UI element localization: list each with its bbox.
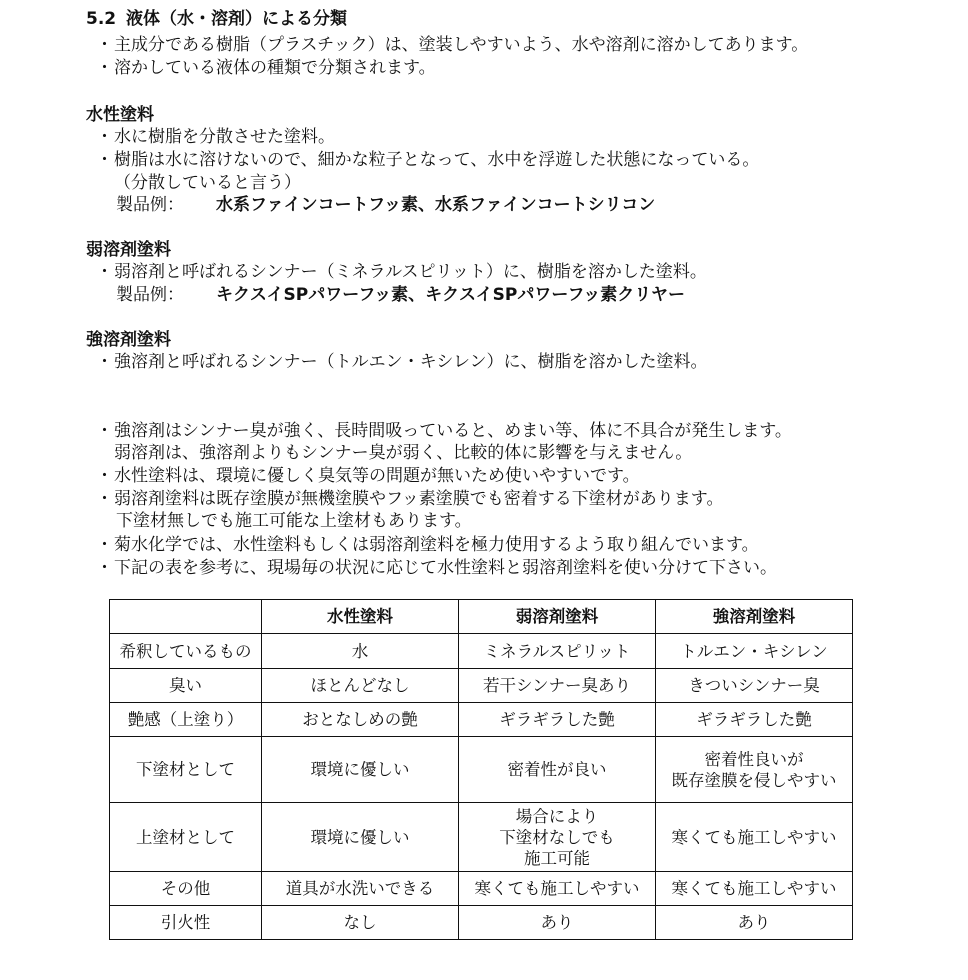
table-cell: 道具が水洗いできる bbox=[262, 872, 459, 906]
table-header-cell: 水性塗料 bbox=[262, 600, 459, 634]
example-value: キクスイSPパワーフッ素、キクスイSPパワーフッ素クリヤー bbox=[216, 285, 685, 305]
row-label: 下塗材として bbox=[110, 737, 262, 803]
table-row bbox=[110, 737, 853, 803]
table-row bbox=[110, 906, 853, 940]
table-cell: 寒くても施工しやすい bbox=[459, 872, 656, 906]
note-4: 弱溶剤塗料は既存塗膜が無機塗膜やフッ素塗膜でも密着する下塗材があります。 bbox=[114, 489, 724, 509]
weak-text-1: 弱溶剤と呼ばれるシンナー（ミネラルスピリット）に、樹脂を溶かした塗料。 bbox=[114, 262, 707, 282]
table-row bbox=[110, 803, 853, 872]
note-2: 弱溶剤は、強溶剤よりもシンナー臭が弱く、比較的体に影響を与えません。 bbox=[114, 443, 693, 463]
strong-text-1: 強溶剤と呼ばれるシンナー（トルエン・キシレン）に、樹脂を溶かした塗料。 bbox=[114, 352, 708, 372]
section-number: 5.2 bbox=[86, 9, 117, 29]
table-header-cell bbox=[110, 600, 262, 634]
table-row bbox=[110, 634, 853, 669]
table-cell: 環境に優しい bbox=[262, 737, 459, 803]
comparison-table bbox=[109, 599, 853, 940]
bullet: ・ bbox=[96, 558, 113, 578]
table-header-row bbox=[110, 600, 853, 634]
note-5: 下塗材無しでも施工可能な上塗材もあります。 bbox=[116, 511, 472, 531]
weak-heading-text: 弱溶剤塗料 bbox=[86, 240, 171, 260]
water-text-2: 樹脂は水に溶けないので、細かな粒子となって、水中を浮遊した状態になっている。 bbox=[114, 150, 760, 170]
row-label: 希釈しているもの bbox=[110, 634, 262, 669]
table-cell: 密着性良いが 既存塗膜を侵しやすい bbox=[656, 737, 853, 803]
table-row bbox=[110, 872, 853, 906]
intro-text-1: 主成分である樹脂（プラスチック）は、塗装しやすいよう、水や溶剤に溶かしてあります。 bbox=[114, 35, 809, 55]
table-header-cell: 弱溶剤塗料 bbox=[459, 600, 656, 634]
water-text-3: （分散していると言う） bbox=[114, 173, 301, 193]
table-header-cell: 強溶剤塗料 bbox=[656, 600, 853, 634]
bullet: ・ bbox=[96, 489, 113, 509]
note-1: 強溶剤はシンナー臭が強く、長時間吸っていると、めまい等、体に不具合が発生します。 bbox=[114, 421, 792, 441]
table-cell: 寒くても施工しやすい bbox=[656, 803, 853, 872]
table-cell: 若干シンナー臭あり bbox=[459, 669, 656, 703]
row-label: 引火性 bbox=[110, 906, 262, 940]
table-cell: ほとんどなし bbox=[262, 669, 459, 703]
row-label: その他 bbox=[110, 872, 262, 906]
table-cell: トルエン・キシレン bbox=[656, 634, 853, 669]
bullet: ・ bbox=[96, 352, 113, 372]
note-6: 菊水化学では、水性塗料もしくは弱溶剤塗料を極力使用するよう取り組んでいます。 bbox=[114, 535, 759, 555]
note-3: 水性塗料は、環境に優しく臭気等の問題が無いため使いやすいです。 bbox=[114, 466, 640, 486]
example-label: 製品例： bbox=[116, 285, 184, 305]
intro-text-2: 溶かしている液体の種類で分類されます。 bbox=[114, 58, 436, 78]
table-cell: ギラギラした艶 bbox=[656, 703, 853, 737]
table-cell: きついシンナー臭 bbox=[656, 669, 853, 703]
section-title-text: 液体（水・溶剤）による分類 bbox=[126, 9, 347, 29]
table-cell: あり bbox=[459, 906, 656, 940]
table-cell: ギラギラした艶 bbox=[459, 703, 656, 737]
table-cell: ミネラルスピリット bbox=[459, 634, 656, 669]
bullet: ・ bbox=[96, 150, 113, 170]
bullet: ・ bbox=[96, 535, 113, 555]
table-cell: 寒くても施工しやすい bbox=[656, 872, 853, 906]
note-7: 下記の表を参考に、現場毎の状況に応じて水性塗料と弱溶剤塗料を使い分けて下さい。 bbox=[114, 558, 777, 578]
table-cell: おとなしめの艶 bbox=[262, 703, 459, 737]
table-cell: 環境に優しい bbox=[262, 803, 459, 872]
row-label: 艶感（上塗り） bbox=[110, 703, 262, 737]
table-cell: 場合により 下塗材なしでも 施工可能 bbox=[459, 803, 656, 872]
table-cell: なし bbox=[262, 906, 459, 940]
table-cell: 密着性が良い bbox=[459, 737, 656, 803]
bullet: ・ bbox=[96, 262, 113, 282]
row-label: 臭い bbox=[110, 669, 262, 703]
bullet: ・ bbox=[96, 58, 113, 78]
table-row bbox=[110, 703, 853, 737]
water-heading-text: 水性塗料 bbox=[86, 105, 154, 125]
bullet: ・ bbox=[96, 35, 113, 55]
table-row bbox=[110, 669, 853, 703]
bullet: ・ bbox=[96, 127, 113, 147]
row-label: 上塗材として bbox=[110, 803, 262, 872]
example-label: 製品例： bbox=[116, 195, 184, 215]
bullet: ・ bbox=[96, 421, 113, 441]
table-cell: 水 bbox=[262, 634, 459, 669]
bullet: ・ bbox=[96, 466, 113, 486]
example-value: 水系ファインコートフッ素、水系ファインコートシリコン bbox=[216, 195, 656, 215]
table-cell: あり bbox=[656, 906, 853, 940]
strong-heading-text: 強溶剤塗料 bbox=[86, 330, 171, 350]
water-text-1: 水に樹脂を分散させた塗料。 bbox=[114, 127, 335, 147]
